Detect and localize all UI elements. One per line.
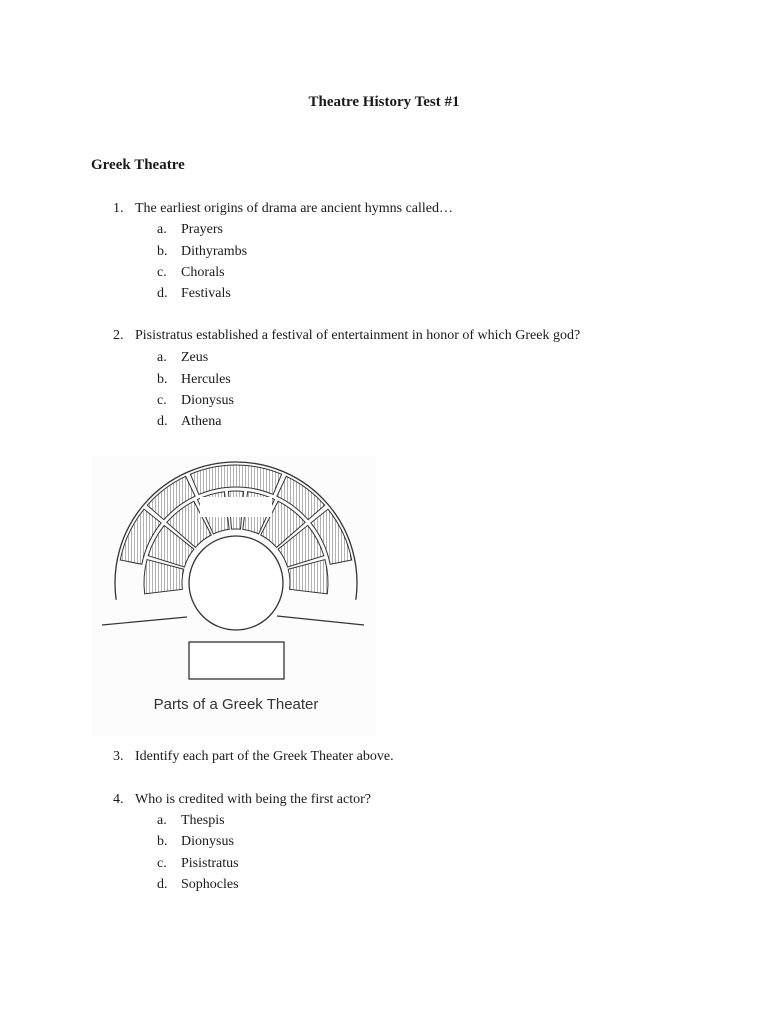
section-heading: Greek Theatre [91, 157, 185, 173]
option-2c: c. Dionysus [157, 393, 234, 408]
question-number: 2. [113, 328, 124, 343]
greek-theater-diagram [92, 455, 376, 737]
question-4 [113, 791, 371, 809]
question-number: 4. [113, 792, 124, 807]
option-1c: c. Chorals [157, 265, 225, 280]
option-4a: a. Thespis [157, 813, 225, 828]
figure-caption: Parts of a Greek Theater [153, 696, 319, 713]
option-1b: b. Dithyrambs [157, 244, 248, 259]
question-number: 3. [113, 749, 124, 764]
option-2b: b. Hercules [157, 372, 231, 387]
option-2d: d. Athena [157, 414, 222, 429]
question-2 [113, 327, 580, 345]
option-4c: c. Pisistratus [157, 856, 239, 871]
orchestra-circle [189, 536, 283, 630]
page-title: Theatre History Test #1 [308, 94, 460, 110]
question-number: 1. [113, 201, 124, 216]
question-1 [113, 200, 453, 218]
question-text: Who is credited with being the first actor? [135, 792, 371, 807]
option-1d: d. Festivals [157, 286, 231, 301]
question-text: Identify each part of the Greek Theater above. [135, 749, 394, 764]
option-1a: a. Prayers [157, 222, 223, 237]
label-blank-box [200, 497, 272, 517]
option-4b: b. Dionysus [157, 834, 234, 849]
option-4d: d. Sophocles [157, 877, 239, 892]
skene-rectangle [189, 642, 284, 679]
question-text: Pisistratus established a festival of entertainment in honor of which Greek god? [135, 328, 581, 343]
question-3 [113, 748, 394, 766]
question-text: The earliest origins of drama are ancient hymns called… [135, 201, 453, 216]
option-2a: a. Zeus [157, 350, 209, 365]
